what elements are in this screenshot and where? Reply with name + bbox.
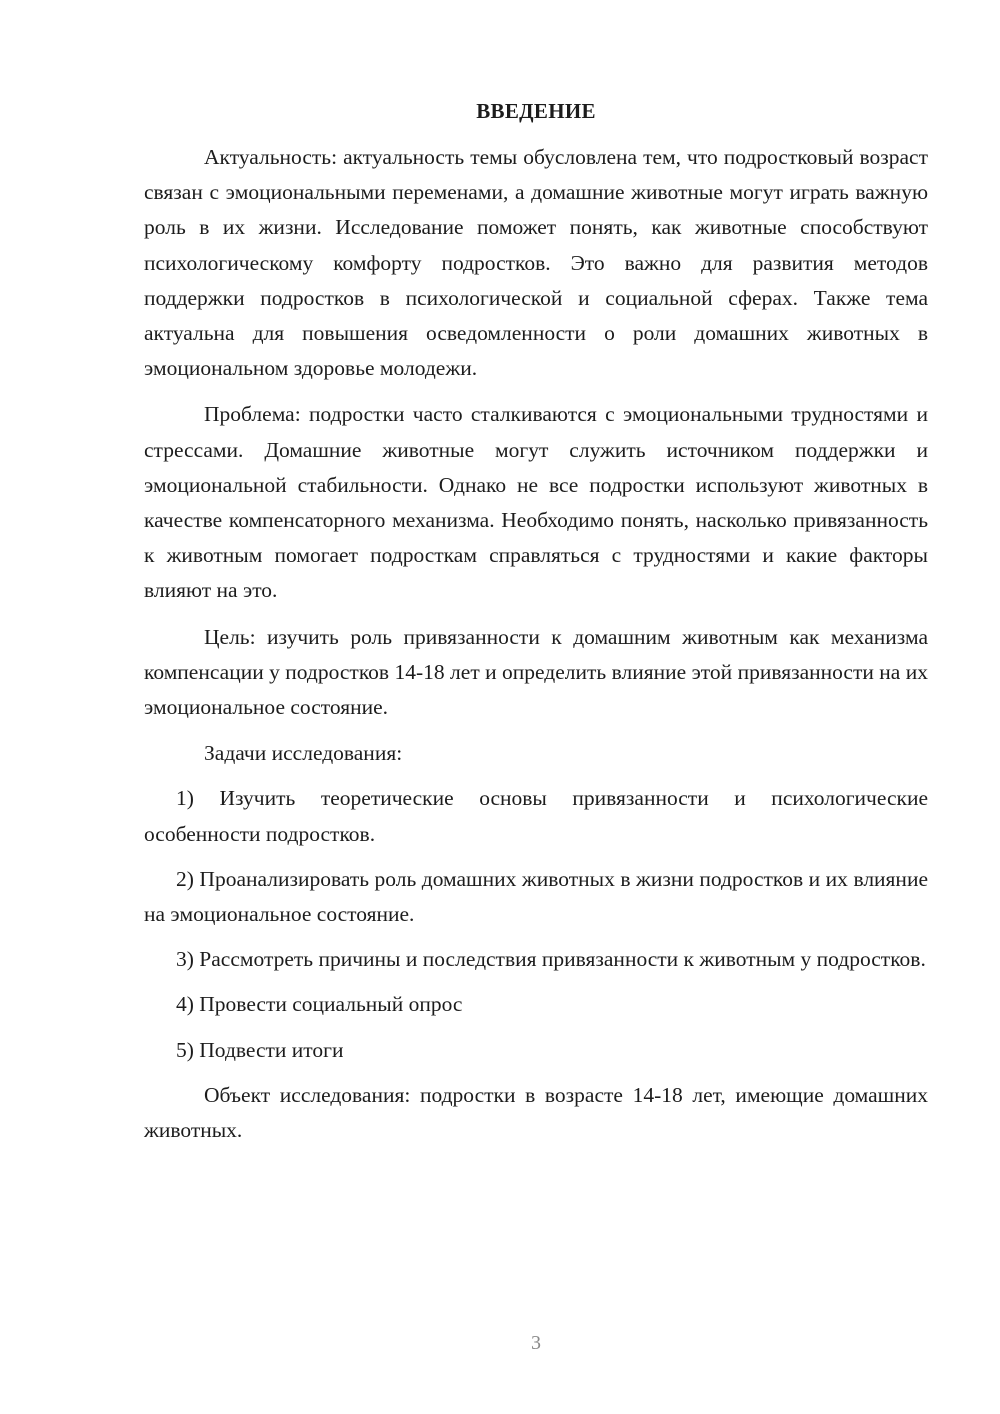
task-item-2: 2) Проанализировать роль домашних животных в жизни подростков и их влияние на эмоциональное состояние. [144,866,928,927]
page-number: 3 [531,1332,541,1354]
paragraph-goal: Цель: изучить роль привязанности к домашним животным как механизма компенсации у подростков 14-18 лет и определить влияние этой привязанности на их эмоциональное состояние. [144,624,928,720]
task-item-5: 5) Подвести итоги [176,1037,344,1062]
paragraph-problem: Проблема: подростки часто сталкиваются с эмоциональными трудностями и стрессами. Домашние животные могут служить источником поддержки и эмоциональной стабильности. Однако не все подростки используют животных в качестве компенсаторного механизма. Необходимо понять, насколько привязанность к животным помогает подросткам справляться с трудностями и какие факторы влияют на это. [144,402,928,603]
paragraph-relevance: Актуальность: актуальность темы обусловлена тем, что подростковый возраст связан с эмоциональными переменами, а домашние животные могут играть важную роль в их жизни. Исследование поможет понять, как животные способствуют психологическому комфорту подростков. Это важно для развития методов поддержки подростков в психологической и социальной сферах. Также тема актуальна для повышения осведомленности о роли домашних животных в эмоциональном здоровье молодежи. [144,145,928,381]
task-item-3: 3) Рассмотреть причины и последствия привязанности к животным у подростков. [176,947,926,972]
document-page [144,96,928,1148]
section-heading: ВВЕДЕНИЕ [476,99,596,123]
paragraph-object: Объект исследования: подростки в возрасте 14-18 лет, имеющие домашних животных. [144,1082,928,1143]
task-item-4: 4) Провести социальный опрос [176,992,463,1017]
tasks-title: Задачи исследования: [204,741,403,766]
task-item-1: 1) Изучить теоретические основы привязанности и психологические особенности подростков. [144,786,928,846]
